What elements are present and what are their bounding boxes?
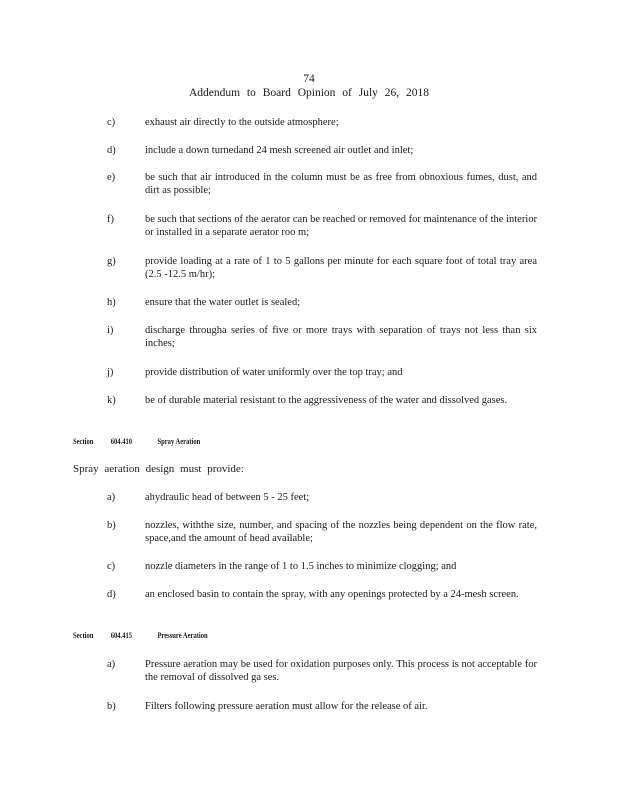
item-text: be of durable material resistant to the aggressiveness of the water and dissolved gases. (145, 395, 508, 406)
item-text: include a down turnedand 24 mesh screened air outlet and inlet; (145, 145, 414, 156)
item-text: ensure that the water outlet is sealed; (145, 297, 301, 308)
item-marker: b) (107, 701, 116, 712)
item-text: nozzles, withthe size, number, and spacing of the nozzles being dependent on the flow rate, space,and the amount of head available; (145, 520, 537, 544)
item-text: be such that sections of the aerator can be reached or removed for maintenance of the interior or installed in a separate aerator roo m; (145, 214, 537, 238)
item-marker: d) (107, 589, 116, 600)
item-text: Pressure aeration may be used for oxidation purposes only. This process is not acceptable for the removal of dissolved ga ses. (145, 659, 537, 683)
item-marker: k) (107, 395, 116, 406)
item-marker: c) (107, 561, 116, 572)
item-text: an enclosed basin to contain the spray, with any openings protected by a 24-mesh screen. (145, 589, 519, 600)
item-marker: a) (107, 659, 116, 670)
section-number: 604.410 (110, 437, 133, 446)
item-marker: b) (107, 520, 116, 531)
item-marker: e) (107, 172, 116, 183)
item-text: provide loading at a rate of 1 to 5 gallons per minute for each square foot of total tray area (2.5 -12.5 m/hr); (145, 256, 537, 280)
page-number: 74 (303, 73, 315, 85)
spray-intro-text: Spray aeration design must provide: (73, 463, 244, 475)
item-text: nozzle diameters in the range of 1 to 1.5 inches to minimize clogging; and (145, 561, 457, 572)
item-marker: d) (107, 145, 116, 156)
item-text: exhaust air directly to the outside atmosphere; (145, 117, 339, 128)
item-text: provide distribution of water uniformly over the top tray; and (145, 367, 403, 378)
section-label: Section (73, 437, 94, 446)
item-text: discharge througha series of five or more trays with separation of trays not less than six inches; (145, 325, 537, 349)
page-subtitle: Addendum to Board Opinion of July 26, 2018 (188, 87, 430, 99)
item-marker: i) (107, 325, 114, 336)
item-marker: g) (107, 256, 116, 267)
section-title: Spray Aeration (157, 437, 201, 446)
item-marker: a) (107, 492, 116, 503)
item-marker: c) (107, 117, 116, 128)
section-heading-604-415 (73, 631, 208, 641)
section-label: Section (73, 631, 94, 640)
section-title: Pressure Aeration (157, 631, 208, 640)
item-text: ahydraulic head of between 5 - 25 feet; (145, 492, 310, 503)
section-number: 604.415 (110, 631, 133, 640)
item-text: be such that air introduced in the column must be as free from obnoxious fumes, dust, and dirt as possible; (145, 172, 537, 196)
section-heading-604-410 (73, 437, 201, 447)
item-marker: j) (107, 367, 114, 378)
item-marker: f) (107, 214, 114, 225)
item-text: Filters following pressure aeration must allow for the release of air. (145, 701, 428, 712)
item-marker: h) (107, 297, 116, 308)
